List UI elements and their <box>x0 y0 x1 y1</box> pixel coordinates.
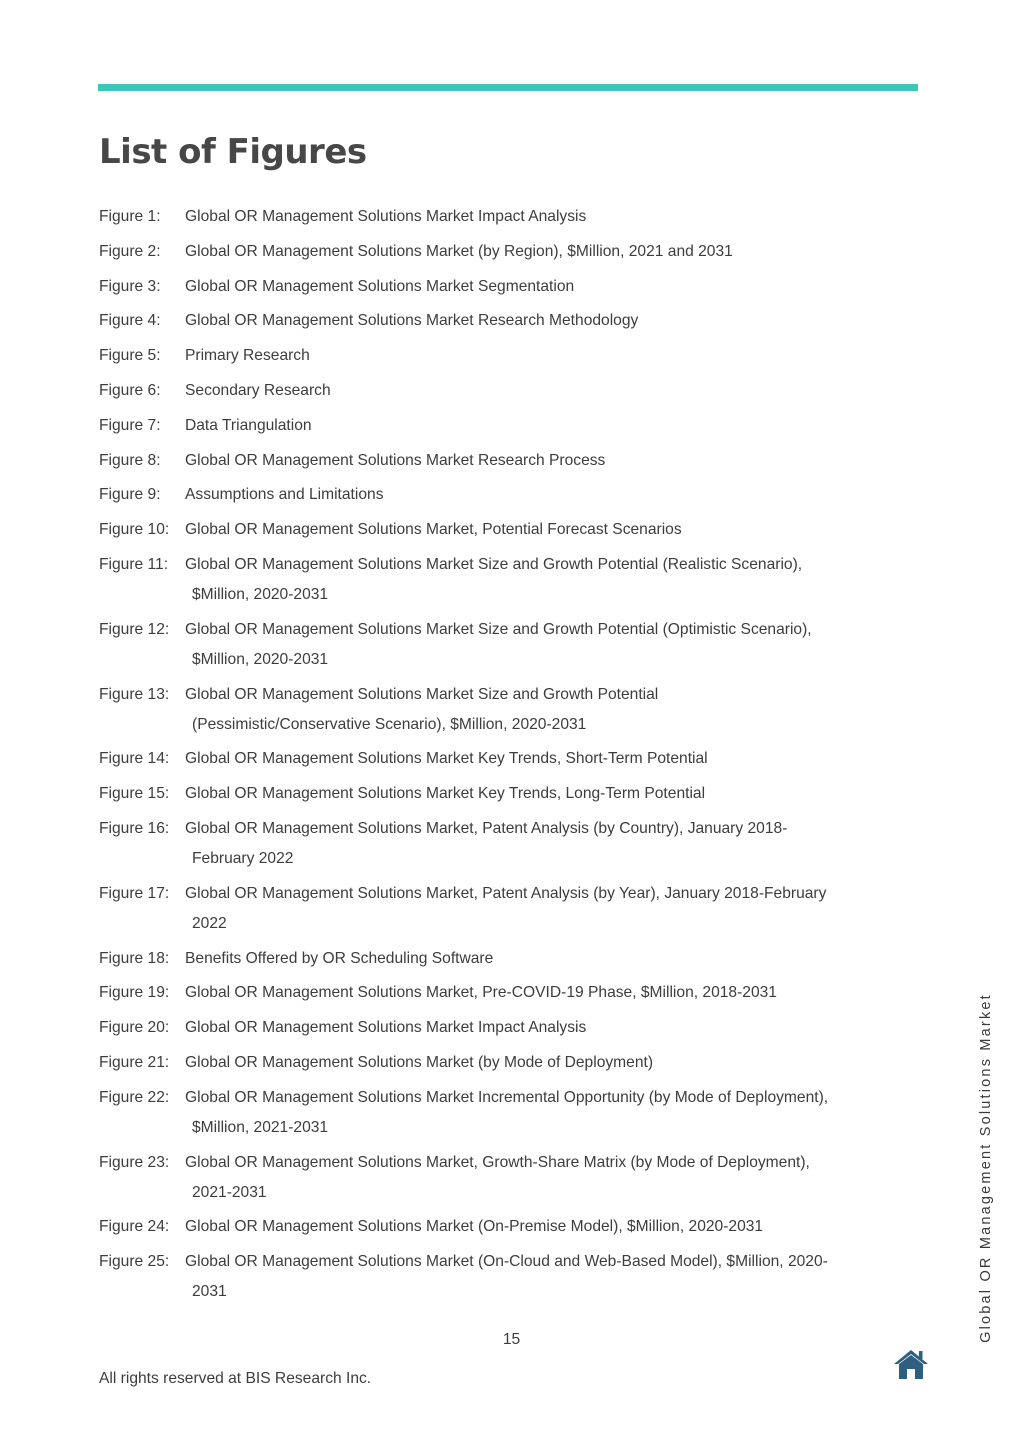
side-title: Global OR Management Solutions Market <box>978 993 994 1343</box>
figure-list-item[interactable] <box>99 1013 904 1043</box>
figure-title-line1: Global OR Management Solutions Market, Pre-COVID-19 Phase, $Million, 2018-2031 <box>185 984 777 1002</box>
figure-title-line1: Global OR Management Solutions Market Incremental Opportunity (by Mode of Deployment), <box>185 1088 829 1106</box>
figure-title-line1: Global OR Management Solutions Market Size and Growth Potential (Optimistic Scenario), <box>185 620 812 638</box>
figure-title-line2: $Million, 2020-2031 <box>192 585 329 603</box>
figure-number: Figure 25: <box>99 1253 170 1271</box>
figure-title-line1: Global OR Management Solutions Market (On-Premise Model), $Million, 2020-2031 <box>185 1218 764 1236</box>
figure-title-line2: 2031 <box>192 1283 227 1301</box>
figure-number: Figure 17: <box>99 884 170 902</box>
figure-title-line1: Global OR Management Solutions Market Impact Analysis <box>185 208 587 225</box>
figure-list-item[interactable] <box>99 411 904 441</box>
figure-title-line1: Primary Research <box>185 347 310 365</box>
figure-list-item[interactable] <box>99 1247 904 1307</box>
figure-number: Figure 12: <box>99 620 170 638</box>
figure-title-line1: Secondary Research <box>185 381 331 399</box>
figure-list-item[interactable] <box>99 1148 904 1208</box>
figure-number: Figure 23: <box>99 1153 170 1171</box>
figure-number: Figure 15: <box>99 785 170 803</box>
figure-list-item[interactable] <box>99 202 904 232</box>
figure-title <box>185 779 904 809</box>
figure-number: Figure 3: <box>99 277 161 295</box>
figure-number: Figure 9: <box>99 486 161 504</box>
figure-title <box>185 306 904 336</box>
figure-number: Figure 13: <box>99 685 170 703</box>
header-accent-bar <box>98 84 918 91</box>
figure-title <box>185 879 904 939</box>
figure-list-item[interactable] <box>99 1212 904 1242</box>
page-number: 15 <box>502 1331 521 1348</box>
figure-title-line2: (Pessimistic/Conservative Scenario), $Million, 2020-2031 <box>192 715 587 733</box>
figure-title <box>185 550 904 610</box>
figure-title-line2: $Million, 2020-2031 <box>192 650 329 668</box>
figure-list-item[interactable] <box>99 515 904 545</box>
figure-number: Figure 4: <box>99 312 161 330</box>
figure-title-line2: $Million, 2021-2031 <box>192 1118 329 1136</box>
figure-title-line1: Global OR Management Solutions Market (by Region), $Million, 2021 and 2031 <box>185 242 733 260</box>
figure-number: Figure 20: <box>99 1019 170 1037</box>
figure-title <box>185 446 904 476</box>
figure-number: Figure 16: <box>99 819 170 837</box>
figure-title-line1: Global OR Management Solutions Market (On-Cloud and Web-Based Model), $Million, 2020- <box>185 1253 828 1271</box>
figure-title-line2: 2022 <box>192 914 227 932</box>
figure-list-item[interactable] <box>99 779 904 809</box>
figure-list-item[interactable] <box>99 272 904 302</box>
figure-title <box>185 341 904 371</box>
figure-number: Figure 10: <box>99 521 170 539</box>
figure-title <box>185 1048 904 1078</box>
figure-list-item[interactable] <box>99 550 904 610</box>
figure-number: Figure 1: <box>99 208 161 225</box>
figure-number: Figure 24: <box>99 1218 170 1236</box>
figure-number: Figure 8: <box>99 451 161 469</box>
figure-title <box>185 1247 904 1307</box>
figure-number: Figure 2: <box>99 242 161 260</box>
figure-number: Figure 18: <box>99 949 170 967</box>
figure-title-line1: Global OR Management Solutions Market Research Methodology <box>185 312 639 330</box>
figure-title-line1: Global OR Management Solutions Market, Potential Forecast Scenarios <box>185 521 682 539</box>
figure-title-line1: Benefits Offered by OR Scheduling Software <box>185 949 494 967</box>
figure-list-item[interactable] <box>99 680 904 740</box>
figure-title-line1: Global OR Management Solutions Market Size and Growth Potential (Realistic Scenario), <box>185 555 803 573</box>
figure-title-line1: Global OR Management Solutions Market Research Process <box>185 451 606 469</box>
figure-title-line1: Global OR Management Solutions Market, Patent Analysis (by Year), January 2018-February <box>185 884 827 902</box>
figure-title-line1: Global OR Management Solutions Market Impact Analysis <box>185 1019 587 1037</box>
figure-title <box>185 1083 904 1143</box>
figure-title <box>185 1148 904 1208</box>
figure-list-item[interactable] <box>99 744 904 774</box>
figure-list-item[interactable] <box>99 814 904 874</box>
figure-title <box>185 1212 904 1242</box>
figure-list-item[interactable] <box>99 376 904 406</box>
figure-title-line1: Global OR Management Solutions Market (by Mode of Deployment) <box>185 1053 654 1071</box>
figure-title <box>185 615 904 675</box>
figure-list-item[interactable] <box>99 446 904 476</box>
figure-title-line1: Global OR Management Solutions Market, Patent Analysis (by Country), January 2018- <box>185 819 788 837</box>
footer-text: All rights reserved at BIS Research Inc. <box>99 1370 372 1387</box>
figure-title <box>185 944 904 974</box>
figure-title <box>185 515 904 545</box>
figure-title <box>185 480 904 510</box>
figure-list-item[interactable] <box>99 341 904 371</box>
figure-list-item[interactable] <box>99 1048 904 1078</box>
figure-title <box>185 237 904 267</box>
figure-title-line1: Global OR Management Solutions Market Key Trends, Long-Term Potential <box>185 785 706 803</box>
figure-title <box>185 202 904 232</box>
figure-title-line1: Global OR Management Solutions Market, Growth-Share Matrix (by Mode of Deployment), <box>185 1153 810 1171</box>
figure-title-line2: February 2022 <box>192 849 294 867</box>
figure-title-line1: Global OR Management Solutions Market Key Trends, Short-Term Potential <box>185 750 708 768</box>
figure-title <box>185 1013 904 1043</box>
figure-title-line1: Assumptions and Limitations <box>185 486 384 504</box>
figure-list-item[interactable] <box>99 615 904 675</box>
figure-number: Figure 19: <box>99 984 170 1002</box>
figure-title <box>185 978 904 1008</box>
figure-title <box>185 376 904 406</box>
figure-list-item[interactable] <box>99 480 904 510</box>
figure-title-line1: Global OR Management Solutions Market Segmentation <box>185 277 575 295</box>
figure-title-line1: Data Triangulation <box>185 416 312 434</box>
figure-title <box>185 744 904 774</box>
figure-title <box>185 814 904 874</box>
figure-title <box>185 272 904 302</box>
figure-list <box>99 202 904 1312</box>
figure-number: Figure 14: <box>99 750 170 768</box>
figure-list-item[interactable] <box>99 978 904 1008</box>
figure-number: Figure 5: <box>99 347 161 365</box>
page-title: List of Figures <box>99 132 367 172</box>
figure-number: Figure 21: <box>99 1053 170 1071</box>
figure-number: Figure 6: <box>99 381 161 399</box>
figure-list-item[interactable] <box>99 879 904 939</box>
figure-title <box>185 680 904 740</box>
figure-number: Figure 11: <box>99 555 169 573</box>
figure-title-line2: 2021-2031 <box>192 1183 267 1201</box>
figure-list-item[interactable] <box>99 306 904 336</box>
figure-title-line1: Global OR Management Solutions Market Size and Growth Potential <box>185 685 659 703</box>
figure-list-item[interactable] <box>99 1083 904 1143</box>
figure-title <box>185 411 904 441</box>
figure-list-item[interactable] <box>99 237 904 267</box>
figure-number: Figure 22: <box>99 1088 170 1106</box>
figure-list-item[interactable] <box>99 944 904 974</box>
figure-number: Figure 7: <box>99 416 161 434</box>
home-icon[interactable] <box>892 1347 930 1381</box>
